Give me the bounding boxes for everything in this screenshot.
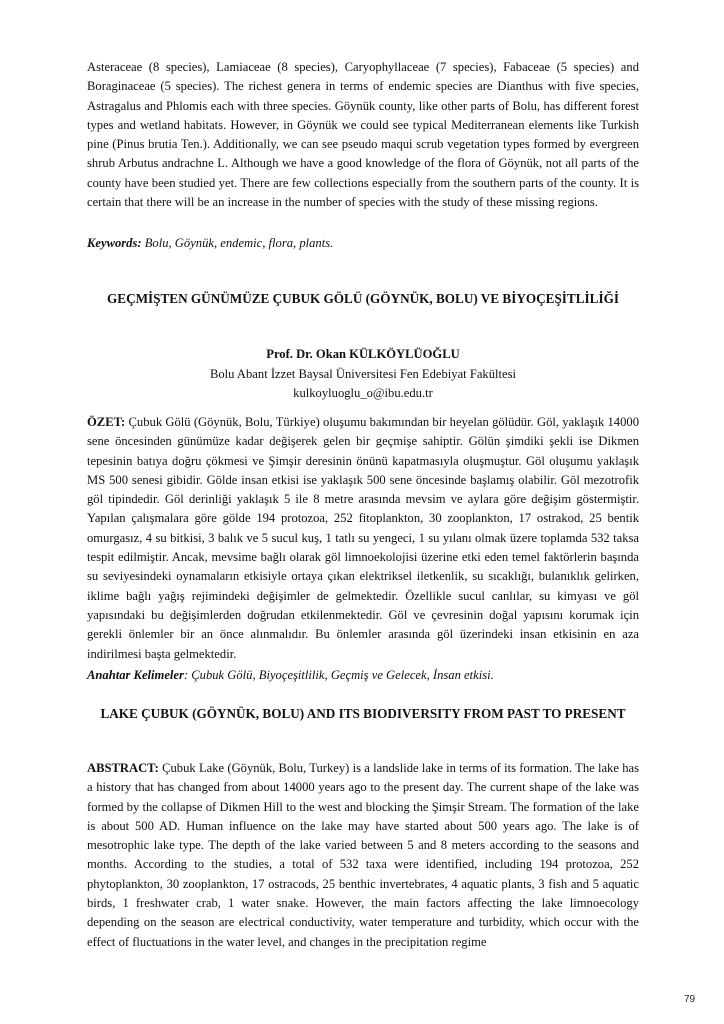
author-email: kulkoyluoglu_o@ibu.edu.tr bbox=[293, 386, 433, 400]
keywords-label: Keywords: bbox=[87, 236, 142, 250]
page-number: 79 bbox=[684, 994, 696, 1005]
keywords-line bbox=[87, 234, 639, 253]
ozet-paragraph bbox=[87, 413, 639, 664]
author-name: Prof. Dr. Okan KÜLKÖYLÜOĞLU bbox=[266, 347, 460, 361]
author-affiliation: Bolu Abant İzzet Baysal Üniversitesi Fen Edebiyat Fakültesi bbox=[209, 367, 517, 381]
abstract-label: ABSTRACT: bbox=[87, 761, 159, 775]
ozet-text: Çubuk Gölü (Göynük, Bolu, Türkiye) oluşumu bakımından bir heyelan gölüdür. Göl, yaklaşık 14000 sene öncesinden günümüze kadar değişerek gelen bir geçmişe sahiptir. Gölün şimdiki şekli ise Dikmen tepesinin batıya doğru çökmesi ve Şimşir deresinin önünü kapatmasıyla oluşmuştur. Göl oluşumu yaklaşık MS 500 senesi gibidir. Gölde insan etkisi ise yaklaşık 500 sene öncesinde başlamış olabilir. Göl mezotrofik göl tipindedir. Göl derinliği yaklaşık 5 ile 8 metre arasında mevsim ve aylara göre değişim göstermiştir. Yapılan çalışmalara göre gölde 194 protozoa, 252 fitoplankton, 30 zooplankton, 17 ostrakod, 25 bentik omurgasız, 4 su bitkisi, 3 balık ve 5 sucul kuş, 1 tatlı su yengeci, 1 su yılanı olmak üzere toplamda 532 taksa tespit edilmiştir. Ancak, mevsime bağlı olarak göl limnoekolojisi üzerine etki eden temel faktörlerin başında su seviyesindeki oynamaların etkisiyle ortaya çıkan elektriksel iletkenlik, su sıcaklığı, bulanıklık gelirken, iklime bağlı yağış rejimindeki değişimler de gelmektedir. Özellikle sucul canlılar, su kimyası ve göl yapısındaki bu değişimlerden doğrudan etkilenmektedir. Göl ve çevresinin doğal yapısını korumak için gerekli önlemler bir an önce alınmalıdır. Bu önlemler arasında göl üzerindeki insan etkisinin en aza indirilmesi başta gelmektedir. bbox=[87, 415, 639, 661]
anahtar-kelimeler-label: Anahtar Kelimeler bbox=[87, 668, 184, 682]
turkish-title: GEÇMİŞTEN GÜNÜMÜZE ÇUBUK GÖLÜ (GÖYNÜK, BOLU) VE BİYOÇEŞİTLİLİĞİ bbox=[107, 291, 619, 306]
anahtar-kelimeler-text: : Çubuk Gölü, Biyoçeşitlilik, Geçmiş ve Gelecek, İnsan etkisi. bbox=[183, 668, 494, 682]
keywords-text: Bolu, Göynük, endemic, flora, plants. bbox=[141, 236, 334, 250]
abstract-text: Çubuk Lake (Göynük, Bolu, Turkey) is a landslide lake in terms of its formation. The lake has a history that has changed from about 14000 years ago to the present day. The current shape of the lake was formed by the collapse of Dikmen Hill to the west and blocking the Şimşir Stream. The formation of the lake is about 500 AD. Human influence on the lake may have started about 500 years ago. The lake is of mesotrophic lake type. The depth of the lake varied between 5 and 8 meters according to the seasons and months. According to the studies, a total of 532 taxa were identified, including 194 protozoa, 252 phytoplankton, 30 zooplankton, 17 ostracods, 25 benthic invertebrates, 4 aquatic plants, 3 fish and 5 aquatic birds, 1 freshwater crab, 1 water snake. However, the main factors affecting the lake limnoecology depending on the season are electrical conductivity, water temperature and turbidity, which occur with the effect of fluctuations in the water level, and changes in the precipitation regime bbox=[87, 761, 639, 949]
anahtar-kelimeler-line bbox=[87, 666, 639, 685]
english-title: LAKE ÇUBUK (GÖYNÜK, BOLU) AND ITS BIODIVERSITY FROM PAST TO PRESENT bbox=[100, 706, 626, 721]
intro-paragraph: Asteraceae (8 species), Lamiaceae (8 species), Caryophyllaceae (7 species), Fabaceae (5 species) and Boraginaceae (5 species). The richest genera in terms of endemic species are Dianthus with five species, Astragalus and Phlomis each with three species. Göynük county, like other parts of Bolu, has different forest types and wetland habitats. However, in Göynük we could see typical Mediterranean elements like Turkish pine (Pinus brutia Ten.). Additionally, we can see pseudo maqui scrub vegetation types formed by evergreen shrub Arbutus andrachne L. Although we have a good knowledge of the flora of Göynük, not all parts of the county have been studied yet. There are few collections especially from the southern parts of the county. It is certain that there will be an increase in the number of species with the study of these missing regions. bbox=[87, 60, 639, 210]
ozet-label: ÖZET: bbox=[87, 415, 126, 429]
abstract-paragraph bbox=[87, 759, 639, 952]
